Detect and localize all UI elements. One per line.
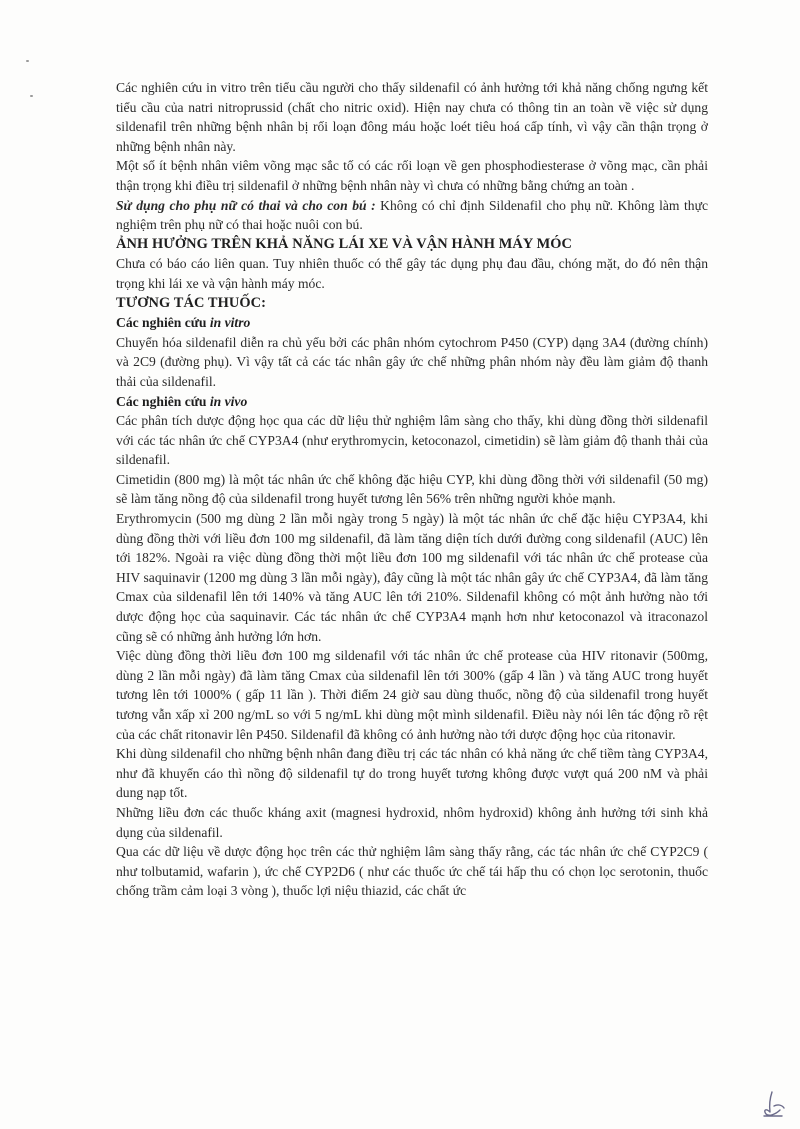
paragraph-cyp3a4-inhibitors: Khi dùng sildenafil cho những bệnh nhân đang điều trị các tác nhân có khả năng ức chế tiềm tàng CYP3A4, như đã khuyến cáo thì nồng độ sildenafil tự do trong huyết tương không được vượt quá 200 nM và phải dung nạp tốt. [116,746,708,801]
paragraph-other-inhibitors: Qua các dữ liệu về dược động học trên các thử nghiệm lâm sàng thấy rằng, các tác nhân ức chế CYP2C9 ( như tolbutamid, wafarin ), ức chế CYP2D6 ( như các thuốc ức chế tái hấp thu có chọn lọc serotonin, thuốc chống trầm cảm loại 3 vòng ), thuốc lợi niệu thiazid, các chất ức [116,844,708,899]
heading-in-vitro-prefix: Các nghiên cứu [116,315,210,331]
paragraph-metabolism: Chuyển hóa sildenafil diễn ra chủ yếu bởi các phân nhóm cytochrom P450 (CYP) dạng 3A4 (đường chính) và 2C9 (đường phụ). Vì vậy tất cả các tác nhân gây ức chế những phân nhóm này đều làm giảm độ thanh thải của sildenafil. [116,334,708,389]
paragraph-erythromycin: Erythromycin (500 mg dùng 2 lần mỗi ngày trong 5 ngày) là một tác nhân ức chế đặc hiệu CYP3A4, khi dùng đồng thời với liều đơn 100 mg sildenafil, đã làm tăng diện tích dưới đường cong sildenafil (AUC) lên tới 182%. Ngoài ra việc dùng đồng thời một liều đơn 100 mg sildenafil với tác nhân ức chế protease của HIV saquinavir (1200 mg dùng 3 lần mỗi ngày), đây cũng là một tác nhân gây ức chế CYP3A4, đã làm tăng Cmax của sildenafil lên tới 140% và tăng AUC lên tới 210%. Sildenafil không có một ảnh hưởng nào tới dược động học của saquinavir. Các tác nhân ức chế CYP3A4 mạnh hơn như ketoconazol và itraconazol cũng sẽ có những ảnh hưởng lớn hơn. [116,511,708,644]
pregnancy-text: Không có chỉ định Sildenafil cho phụ nữ. Không làm thực nghiệm trên phụ nữ có thai hoặc nuôi con bú. [116,197,708,233]
paragraph-platelets: Các nghiên cứu in vitro trên tiểu cầu người cho thấy sildenafil có ảnh hưởng tới khả năng chống ngưng kết tiểu cầu của natri nitroprussid (chất cho nitric oxid). Hiện nay chưa có thông tin an toàn về việc sử dụng sildenafil trên những bệnh nhân bị rối loạn đông máu hoặc loét tiêu hoá cấp tính, vì vậy cần thận trọng ở những bệnh nhân này. [116,80,708,154]
scan-speck [26,60,29,62]
paragraph-antacids: Những liều đơn các thuốc kháng axit (magnesi hydroxid, nhôm hydroxid) không ảnh hưởng tới sinh khả dụng của sildenafil. [116,804,708,840]
scan-speck [30,95,33,97]
paragraph-pk-analysis: Các phân tích dược động học qua các dữ liệu thử nghiệm lâm sàng cho thấy, khi dùng đồng thời sildenafil với các tác nhân ức chế CYP3A4 (như erythromycin, ketoconazol, cimetidin) sẽ làm giảm độ thanh thải của sildenafil. [116,413,708,468]
heading-in-vivo-prefix: Các nghiên cứu [116,393,210,409]
heading-interactions: TƯƠNG TÁC THUỐC: [116,294,267,311]
paragraph-cimetidin: Cimetidin (800 mg) là một tác nhân ức chế không đặc hiệu CYP, khi dùng đồng thời với sildenafil (50 mg) sẽ làm tăng nồng độ của sildenafil trong huyết tương lên 56% trên những người khỏe mạnh. [116,471,708,507]
paragraph-pregnancy [116,196,708,235]
pregnancy-label: Sử dụng cho phụ nữ có thai và cho con bú : [116,197,376,213]
heading-driving: ẢNH HƯỞNG TRÊN KHẢ NĂNG LÁI XE VÀ VẬN HÀNH MÁY MÓC [116,235,573,252]
signature-icon [758,1090,788,1118]
document-body [116,78,708,901]
paragraph-ritonavir: Việc dùng đồng thời liều đơn 100 mg sildenafil với tác nhân ức chế protease của HIV ritonavir (500mg, dùng 2 lần mỗi ngày) đã làm tăng Cmax của sildenafil lên tới 300% (gấp 4 lần ) và tăng AUC trong huyết tương lên tới 1000% ( gấp 11 lần ). Thời điểm 24 giờ sau dùng thuốc, nồng độ của sildenafil trong huyết tương vẫn xấp xỉ 200 ng/mL so với 5 ng/mL khi dùng một mình sildenafil. Điều này nói lên tác động rõ rệt của các chất ritonavir lên P450. Sildenafil đã không có ảnh hưởng nào tới dược động học của ritonavir. [116,648,708,742]
heading-in-vivo [116,392,708,412]
heading-in-vitro [116,313,708,333]
heading-in-vitro-term: in vitro [209,315,251,331]
paragraph-retinitis: Một số ít bệnh nhân viêm võng mạc sắc tố có các rối loạn về gen phosphodiesterase ở võng mạc, cần phải thận trọng khi điều trị sildenafil ở những bệnh nhân này vì chưa có những bằng chứng an toàn . [116,158,708,193]
paragraph-driving: Chưa có báo cáo liên quan. Tuy nhiên thuốc có thể gây tác dụng phụ đau đầu, chóng mặt, do đó nên thận trọng khi lái xe và vận hành máy móc. [116,256,708,291]
heading-in-vivo-term: in vivo [209,393,248,409]
